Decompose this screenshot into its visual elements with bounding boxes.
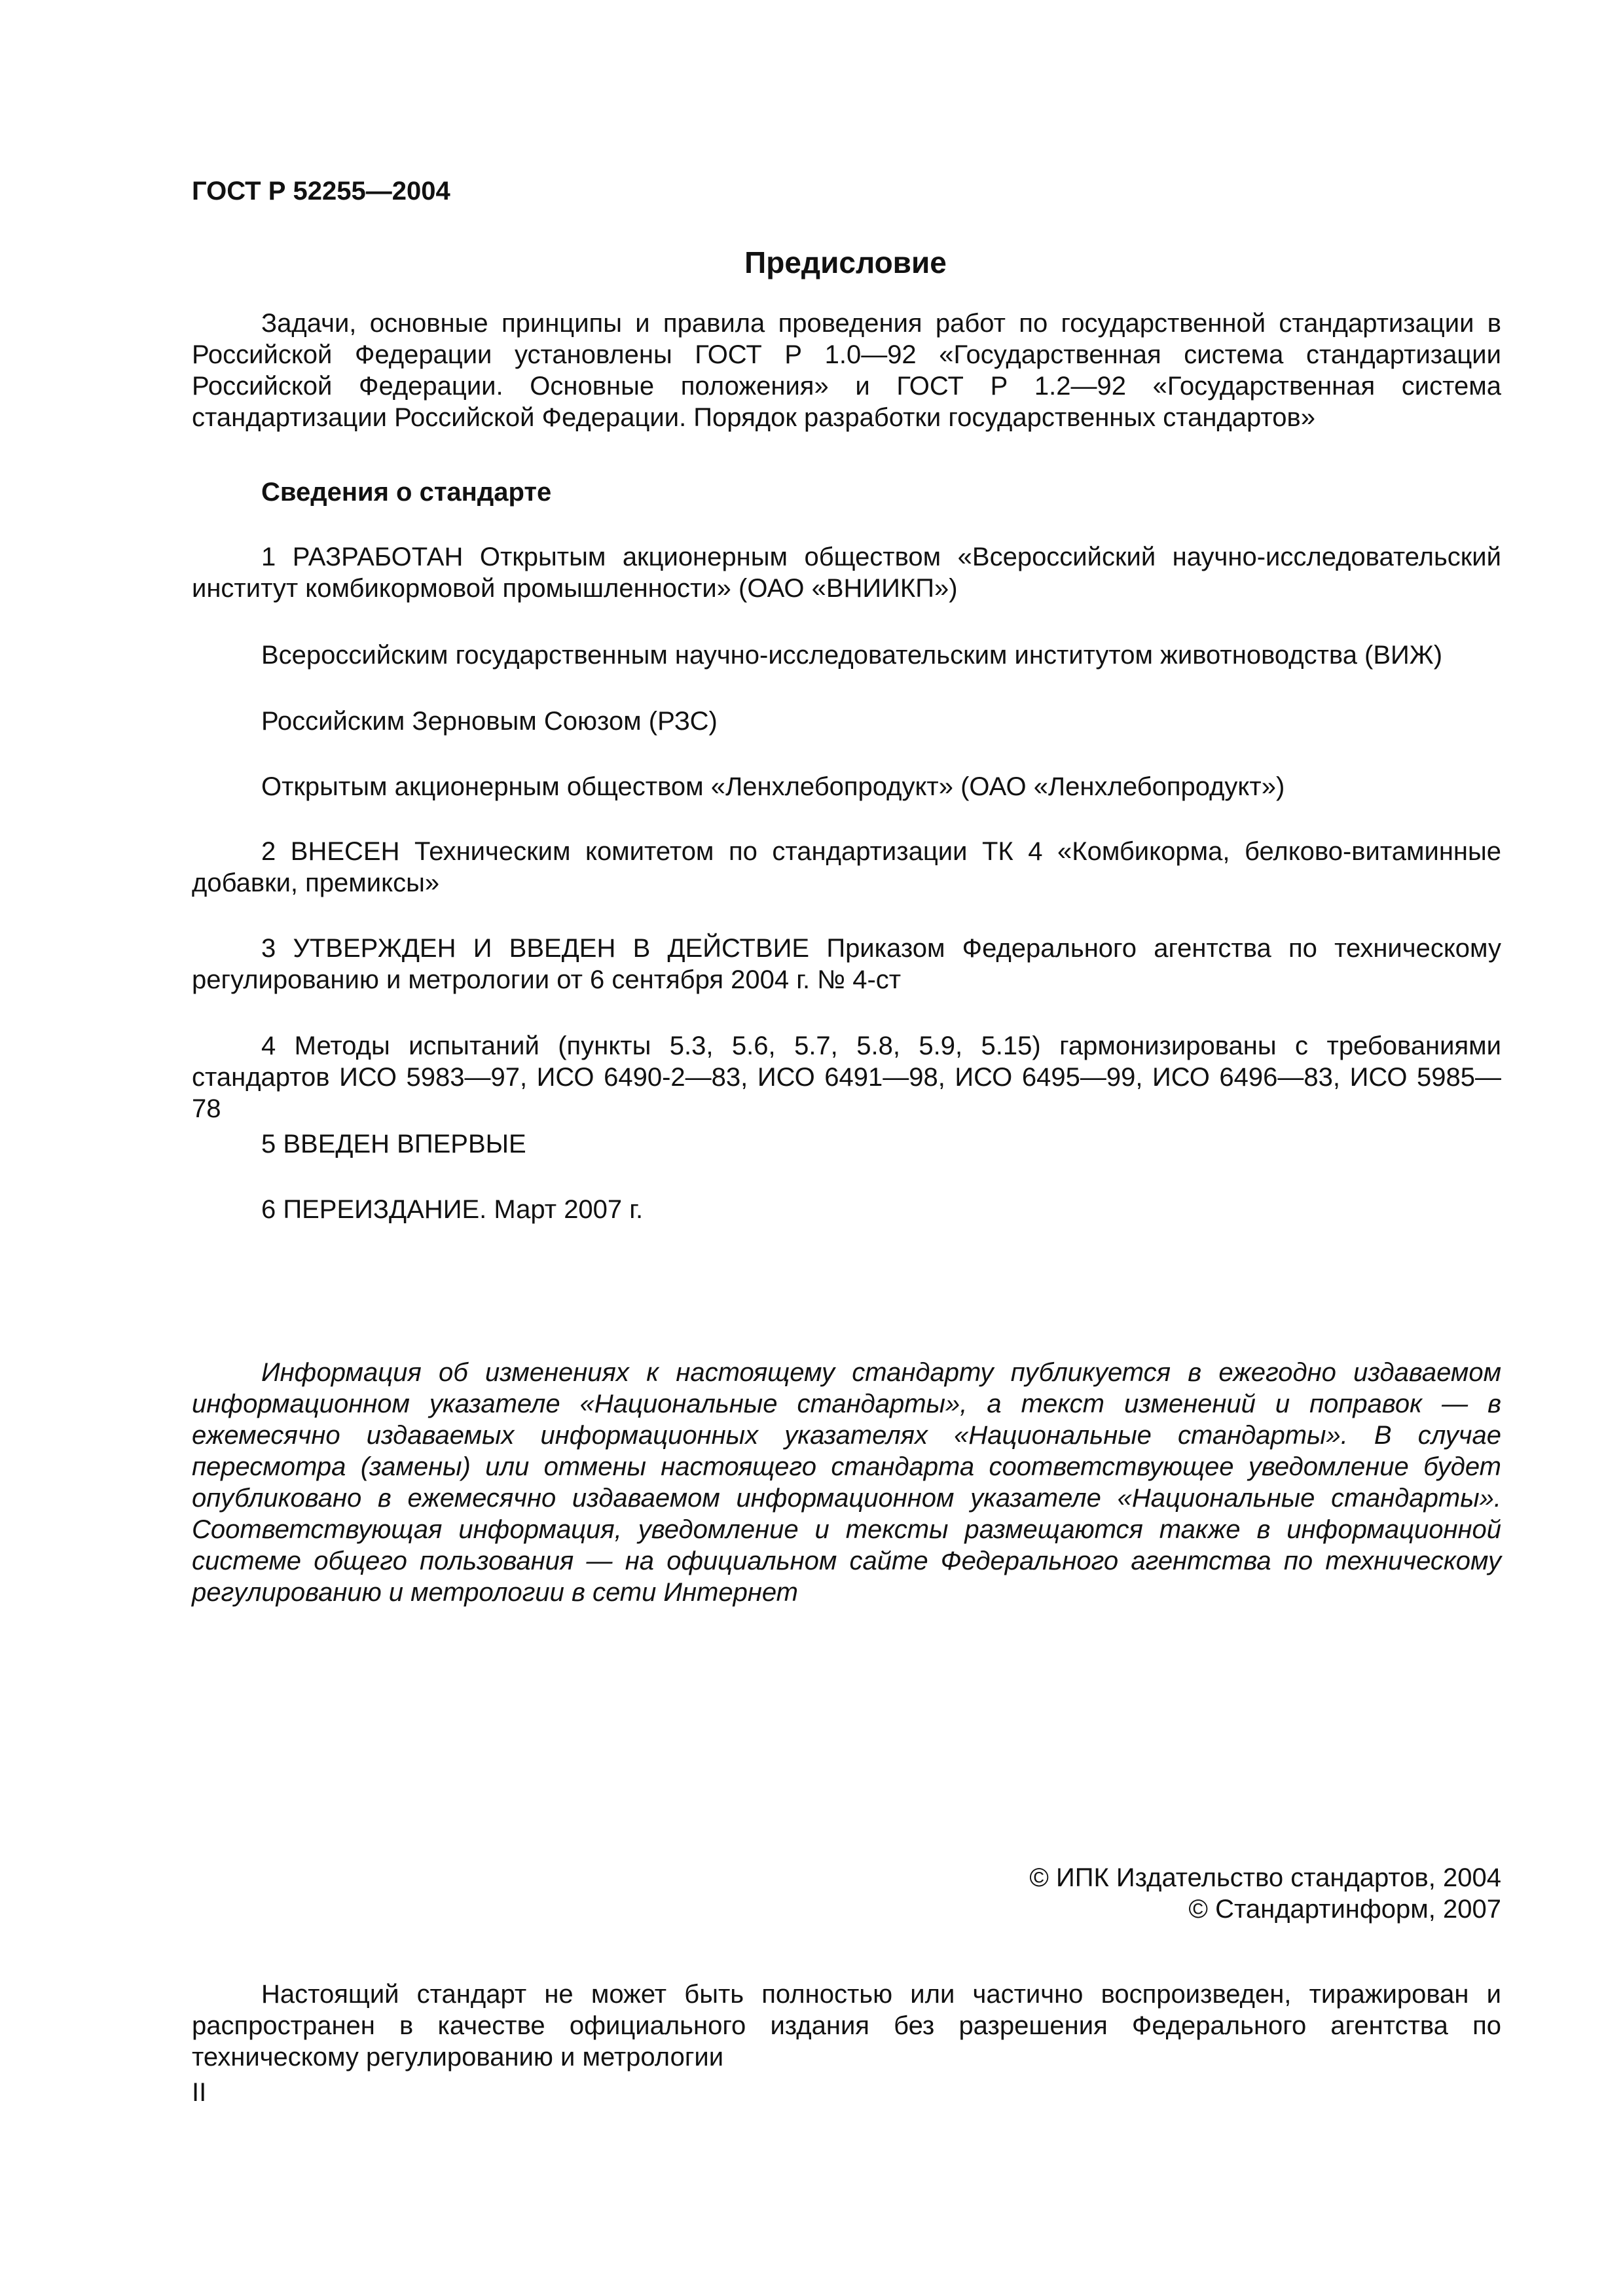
item-developer-3: Российским Зерновым Союзом (РЗС) (261, 707, 718, 736)
page-title: Предисловие (744, 245, 947, 279)
item-developer-4: Открытым акционерным обществом «Ленхлебопродукт» (ОАО «Ленхлебопродукт») (261, 772, 1285, 801)
item-methods: 4 Методы испытаний (пункты 5.3, 5.6, 5.7, 5.8, 5.9, 5.15) гармонизированы с требованиями стандартов ИСО 5983—97, ИСО 6490-2—83, ИСО 6491—98, ИСО 6495—99, ИСО 6496—83, ИСО 5985—78 (192, 1031, 1501, 1123)
section-title: Сведения о стандарте (261, 478, 552, 507)
item-approved: 3 УТВЕРЖДЕН И ВВЕДЕН В ДЕЙСТВИЕ Приказом Федерального агентства по техническому регулированию и метрологии от 6 сентября 2004 г. № 4-ст (192, 934, 1501, 994)
reproduction-notice: Настоящий стандарт не может быть полностью или частично воспроизведен, тиражирован и распространен в качестве официального издания без разрешения Федерального агентства по техническому регулированию и метрологии (192, 1980, 1501, 2072)
copyright-block (847, 1862, 1501, 1925)
item-developed: 1 РАЗРАБОТАН Открытым акционерным обществом «Всероссийский научно-исследовательский институт комбикормовой промышленности» (ОАО «ВНИИКП») (192, 543, 1501, 603)
item-developer-2: Всероссийским государственным научно-исследовательским институтом животноводства (ВИЖ) (261, 641, 1443, 670)
copyright-line-1: © ИПК Издательство стандартов, 2004 (1029, 1863, 1501, 1892)
item-introduced-by: 2 ВНЕСЕН Техническим комитетом по стандартизации ТК 4 «Комбикорма, белково-витаминные добавки, премиксы» (192, 837, 1501, 897)
notice-paragraph: Информация об изменениях к настоящему стандарту публикуется в ежегодно издаваемом информационном указателе «Национальные стандарты», а текст изменений и поправок — в ежемесячно издаваемых информационных указателях «Национальные стандарты». В случае пересмотра (замены) или отмены настоящего стандарта соответствующее уведомление будет опубликовано в ежемесячно издаваемом информационном указателе «Национальные стандарты». Соответствующая информация, уведомление и тексты размещаются также в информационной системе общего пользования — на официальном сайте Федерального агентства по техническому регулированию и метрологии в сети Интернет (192, 1358, 1501, 1607)
document-code: ГОСТ Р 52255—2004 (192, 177, 450, 206)
intro-paragraph: Задачи, основные принципы и правила проведения работ по государственной стандартизации в Российской Федерации установлены ГОСТ Р 1.0—92 «Государственная система стандартизации Российской Федерации. Основные положения» и ГОСТ Р 1.2—92 «Государственная система стандартизации Российской Федерации. Порядок разработки государственных стандартов» (192, 309, 1501, 432)
item-reissue: 6 ПЕРЕИЗДАНИЕ. Март 2007 г. (261, 1195, 644, 1224)
item-first-time: 5 ВВЕДЕН ВПЕРВЫЕ (261, 1130, 526, 1158)
page-number: II (192, 2078, 207, 2107)
copyright-line-2: © Стандартинформ, 2007 (1188, 1895, 1501, 1924)
